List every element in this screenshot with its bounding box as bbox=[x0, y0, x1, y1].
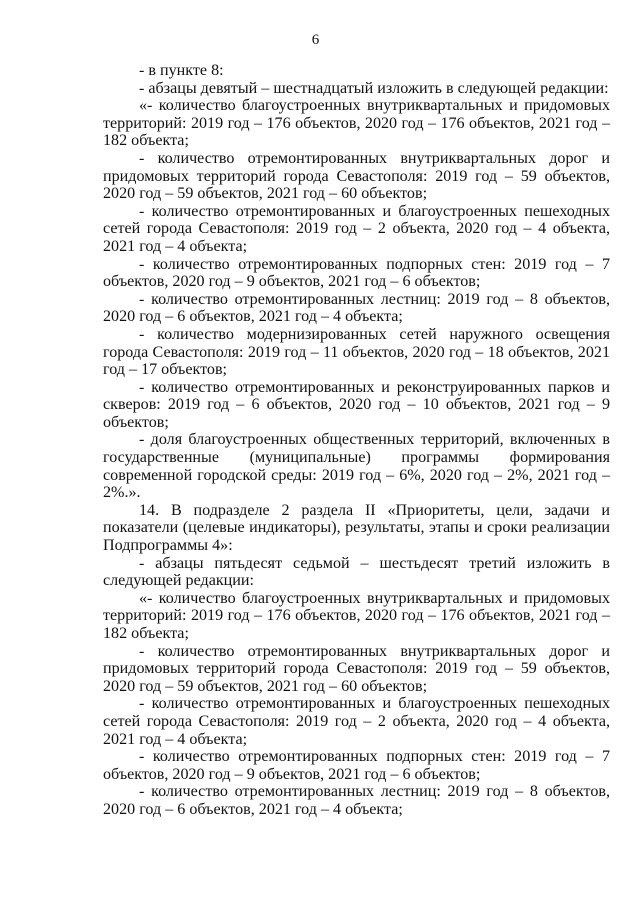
paragraph-retaining-walls-2: - количество отремонтированных подпорных стен: 2019 год – 7 объектов, 2020 год – 9 объектов, 2021 год – 6 объектов; bbox=[103, 748, 610, 783]
paragraph-repaired-roads-2: - количество отремонтированных внутриквартальных дорог и придомовых территорий города Севастополя: 2019 год – 59 объектов, 2020 год – 59 объектов, 2021 год – 60 объектов; bbox=[103, 642, 610, 695]
paragraph-parks-squares: - количество отремонтированных и реконструированных парков и скверов: 2019 год – 6 объектов, 2020 год – 10 объектов, 2021 год – 9 объектов; bbox=[103, 378, 610, 431]
page-number: 6 bbox=[311, 32, 320, 48]
paragraph-improved-territories-2: «- количество благоустроенных внутриквартальных и придомовых территорий: 2019 год – 176 объектов, 2020 год – 176 объектов, 2021 год – 182 объекта; bbox=[103, 589, 610, 642]
paragraph-retaining-walls: - количество отремонтированных подпорных стен: 2019 год – 7 объектов, 2020 год – 9 объектов, 2021 год – 6 объектов; bbox=[103, 255, 610, 291]
document-body bbox=[103, 62, 610, 819]
paragraph-public-territories-share: - доля благоустроенных общественных территорий, включенных в государственные (муниципальные) программы формирования современной городской среды: 2019 год – 6%, 2020 год – 2%, 2021 год – 2%.». bbox=[103, 431, 610, 502]
paragraph-repaired-stairs-2: - количество отремонтированных лестниц: 2019 год – 8 объектов, 2020 год – 6 объектов, 2021 год – 4 объекта; bbox=[103, 783, 610, 818]
paragraph-item-8-intro: - в пункте 8: bbox=[139, 62, 224, 79]
paragraph-repaired-stairs: - количество отремонтированных лестниц: 2019 год – 8 объектов, 2020 год – 6 объектов, 2021 год – 4 объекта; bbox=[103, 290, 610, 326]
paragraph-improved-territories: «- количество благоустроенных внутриквартальных и придомовых территорий: 2019 год – 176 объектов, 2020 год – 176 объектов, 2021 год – 182 объекта; bbox=[103, 97, 610, 150]
paragraph-edit-instruction: - абзацы девятый – шестнадцатый изложить в следующей редакции: bbox=[139, 79, 609, 97]
paragraph-edit-instruction-2: - абзацы пятьдесят седьмой – шестьдесят третий изложить в следующей редакции: bbox=[103, 554, 610, 590]
paragraph-repaired-roads: - количество отремонтированных внутриквартальных дорог и придомовых территорий города Севастополя: 2019 год – 59 объектов, 2020 год – 59 объектов, 2021 год – 60 объектов; bbox=[103, 149, 610, 203]
paragraph-pedestrian-networks-2: - количество отремонтированных и благоустроенных пешеходных сетей города Севастополя: 2019 год – 2 объекта, 2020 год – 4 объекта, 2021 год – 4 объекта; bbox=[103, 695, 610, 748]
paragraph-section-14: 14. В подразделе 2 раздела II «Приоритеты, цели, задачи и показатели (целевые индикаторы), результаты, этапы и сроки реализации Подпрограммы 4»: bbox=[103, 501, 610, 555]
paragraph-outdoor-lighting: - количество модернизированных сетей наружного освещения города Севастополя: 2019 год – 11 объектов, 2020 год – 18 объектов, 2021 год – 17 объектов; bbox=[103, 325, 610, 379]
paragraph-pedestrian-networks: - количество отремонтированных и благоустроенных пешеходных сетей города Севастополя: 2019 год – 2 объекта, 2020 год – 4 объекта, 2021 год – 4 объекта; bbox=[103, 202, 610, 255]
